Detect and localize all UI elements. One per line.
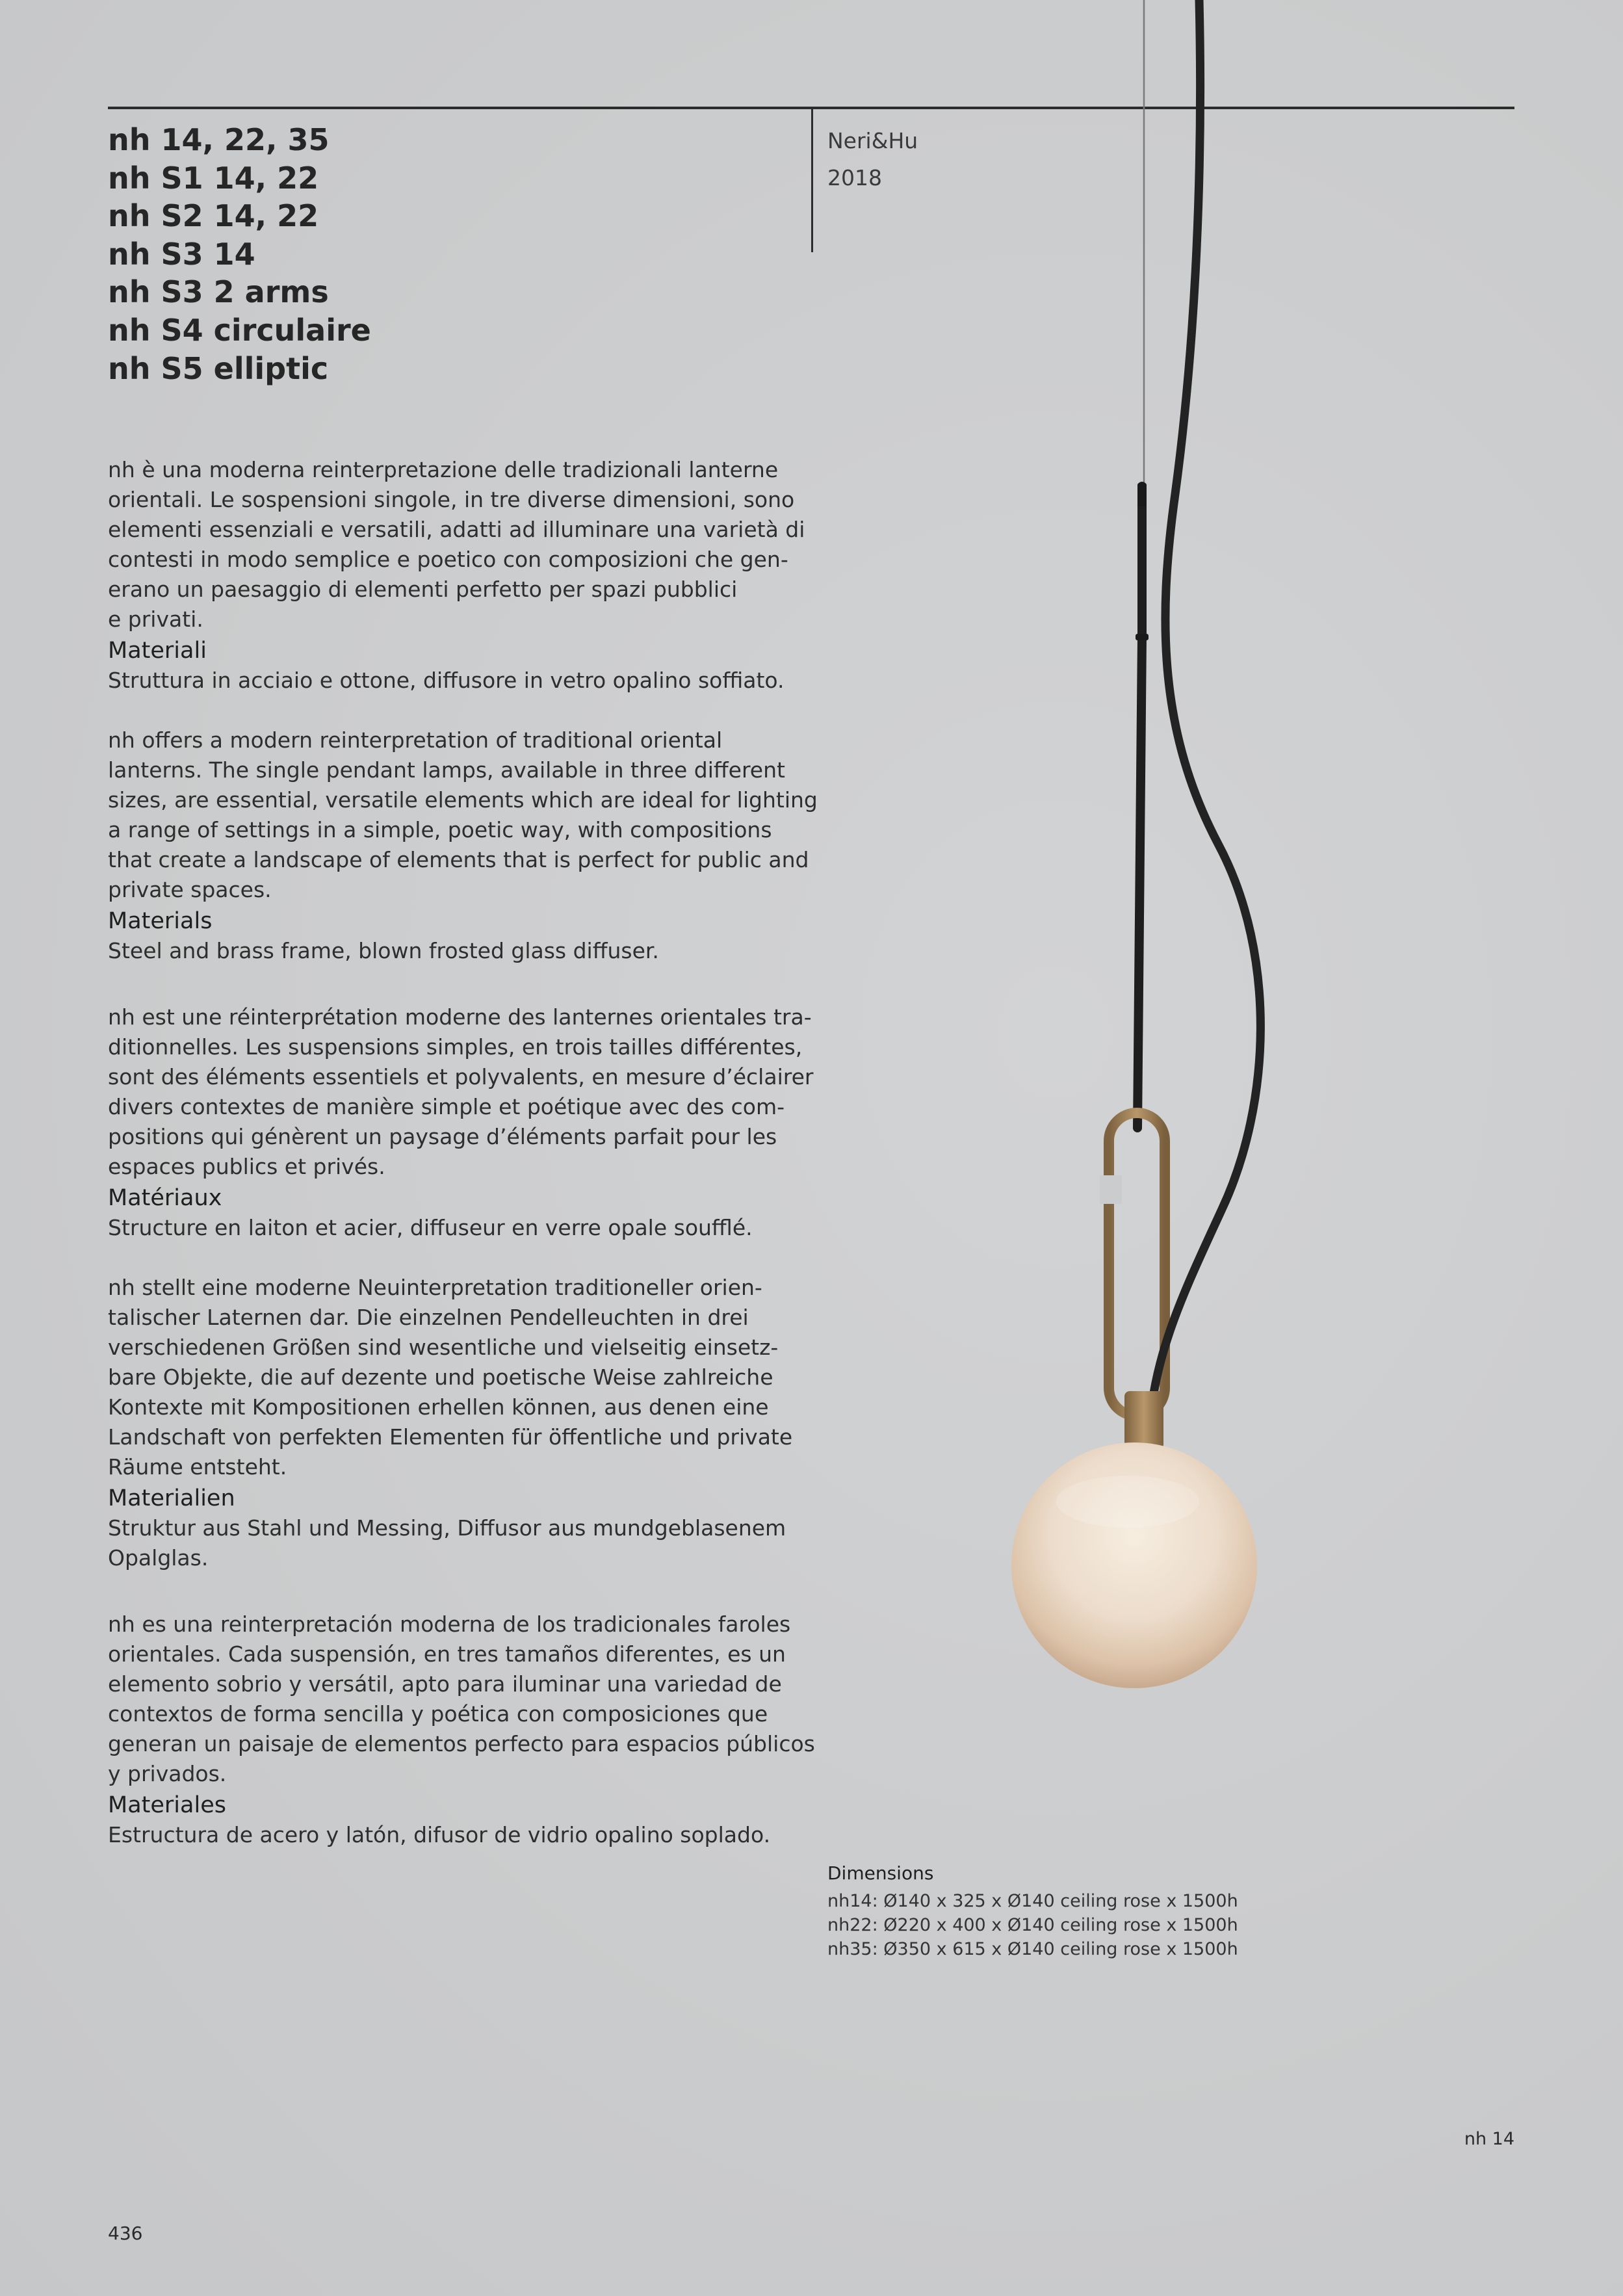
text-line: ditionnelles. Les suspensions simples, en trois tailles différentes, xyxy=(108,1034,803,1060)
pendant-lamp-illustration xyxy=(962,0,1352,1742)
description-paragraph xyxy=(108,725,818,905)
text-line: divers contextes de manière simple et poétique avec des com- xyxy=(108,1094,785,1119)
dimensions-line: nh22: Ø220 x 400 x Ø140 ceiling rose x 1500h xyxy=(827,1915,1238,1935)
materials-heading: Materials xyxy=(108,908,213,934)
text-line: y privados. xyxy=(108,1761,227,1786)
materials-heading: Materialien xyxy=(108,1485,235,1511)
materials-heading: Matériaux xyxy=(108,1185,222,1211)
text-line: generan un paisaje de elementos perfecto para espacios públicos xyxy=(108,1731,815,1756)
materials-text: Struktur aus Stahl und Messing, Diffusor aus mundgeblasenem xyxy=(108,1515,786,1541)
product-title-line: nh S3 2 arms xyxy=(108,274,329,310)
text-line: lanterns. The single pendant lamps, available in three different xyxy=(108,757,785,783)
description-paragraph xyxy=(108,455,805,634)
text-line: nh stellt eine moderne Neuinterpretation traditioneller orien- xyxy=(108,1275,762,1300)
black-rod xyxy=(1137,486,1142,1128)
text-line: elementi essenziali e versatili, adatti ad illuminare una varietà di xyxy=(108,517,805,542)
dimensions-line: nh14: Ø140 x 325 x Ø140 ceiling rose x 1500h xyxy=(827,1891,1238,1911)
text-line: nh es una reinterpretación moderna de los tradicionales faroles xyxy=(108,1611,791,1637)
description-column xyxy=(108,455,818,1850)
text-line: elemento sobrio y versátil, apto para iluminar una variedad de xyxy=(108,1671,782,1697)
hook-gap xyxy=(1100,1175,1122,1204)
materials-text: Opalglas. xyxy=(108,1545,209,1571)
materials-text: Struttura in acciaio e ottone, diffusore in vetro opalino soffiato. xyxy=(108,668,785,693)
header-divider xyxy=(811,108,813,252)
brass-collar xyxy=(1124,1391,1163,1450)
text-line: Kontexte mit Kompositionen erhellen können, aus denen eine xyxy=(108,1394,769,1420)
materials-heading: Materiales xyxy=(108,1792,226,1818)
description-section-french xyxy=(108,1002,814,1243)
product-title-line: nh S5 elliptic xyxy=(108,350,329,386)
image-caption: nh 14 xyxy=(1464,2129,1514,2149)
text-line: e privati. xyxy=(108,607,203,632)
text-line: positions qui génèrent un paysage d’éléments parfait pour les xyxy=(108,1124,777,1149)
description-paragraph xyxy=(108,1002,814,1182)
page-number: 436 xyxy=(108,2223,143,2244)
text-line: nh è una moderna reinterpretazione delle tradizionali lanterne xyxy=(108,457,779,482)
text-line: verschiedenen Größen sind wesentliche und vielseitig einsetz- xyxy=(108,1335,779,1360)
materials-heading: Materiali xyxy=(108,638,207,664)
designer-name: Neri&Hu xyxy=(827,128,918,153)
text-line: private spaces. xyxy=(108,877,272,902)
materials-text: Steel and brass frame, blown frosted glass diffuser. xyxy=(108,938,659,963)
text-line: erano un paesaggio di elementi perfetto per spazi pubblici xyxy=(108,577,738,602)
product-title-block xyxy=(108,121,758,387)
text-line: Räume entsteht. xyxy=(108,1454,287,1480)
product-title-line: nh S4 circulaire xyxy=(108,312,371,348)
dimensions-line: nh35: Ø350 x 615 x Ø140 ceiling rose x 1500h xyxy=(827,1939,1238,1959)
description-section-english xyxy=(108,725,818,966)
text-line: orientales. Cada suspensión, en tres tamaños diferentes, es un xyxy=(108,1641,786,1667)
globe-highlight xyxy=(1056,1476,1199,1528)
design-year: 2018 xyxy=(827,165,882,190)
text-line: orientali. Le sospensioni singole, in tre diverse dimensioni, sono xyxy=(108,487,795,512)
product-title-line: nh S2 14, 22 xyxy=(108,198,319,234)
rod-joint xyxy=(1136,634,1149,640)
product-title-line: nh S3 14 xyxy=(108,236,255,272)
description-section-german xyxy=(108,1273,797,1573)
materials-text: Structure en laiton et acier, diffuseur en verre opale soufflé. xyxy=(108,1215,753,1240)
text-line: that create a landscape of elements that is perfect for public and xyxy=(108,847,809,872)
materials-text: Estructura de acero y latón, difusor de vidrio opalino soplado. xyxy=(108,1822,771,1847)
dimensions-block xyxy=(827,1860,1282,1961)
text-line: contextos de forma sencilla y poética con composiciones que xyxy=(108,1701,768,1727)
text-line: sizes, are essential, versatile elements which are ideal for lighting xyxy=(108,787,818,813)
dimensions-heading: Dimensions xyxy=(827,1862,934,1884)
description-paragraph xyxy=(108,1610,815,1789)
text-line: espaces publics et privés. xyxy=(108,1154,385,1179)
description-section-italian xyxy=(108,455,805,696)
description-paragraph xyxy=(108,1273,797,1482)
text-line: a range of settings in a simple, poetic way, with compositions xyxy=(108,817,772,842)
text-line: Landschaft von perfekten Elementen für öffentliche und private xyxy=(108,1424,793,1450)
rod-cap xyxy=(1137,483,1147,506)
text-line: sont des éléments essentiels et polyvalents, en mesure d’éclairer xyxy=(108,1064,814,1089)
text-line: talischer Laternen dar. Die einzelnen Pendelleuchten in drei xyxy=(108,1305,749,1330)
text-line: bare Objekte, die auf dezente und poetische Weise zahlreiche xyxy=(108,1364,773,1390)
product-title-line: nh 14, 22, 35 xyxy=(108,122,330,157)
product-title-line: nh S1 14, 22 xyxy=(108,160,319,196)
description-section-spanish xyxy=(108,1610,815,1850)
text-line: contesti in modo semplice e poetico con composizioni che gen- xyxy=(108,547,788,572)
text-line: nh offers a modern reinterpretation of traditional oriental xyxy=(108,727,723,753)
text-line: nh est une réinterprétation moderne des lanternes orientales tra- xyxy=(108,1004,812,1030)
